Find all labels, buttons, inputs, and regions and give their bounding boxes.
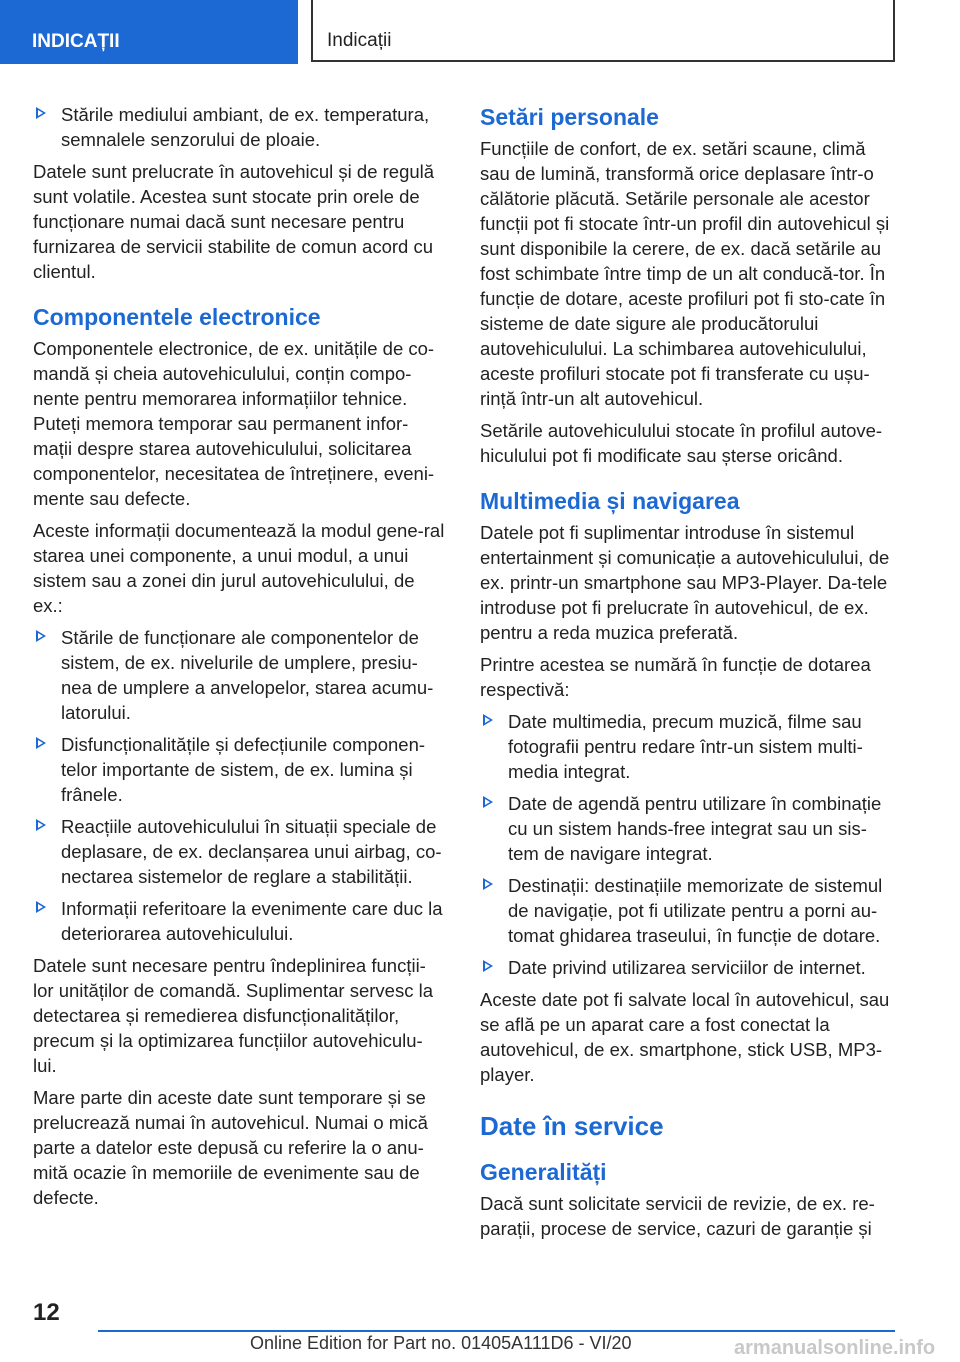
bullet-arrow-icon xyxy=(483,714,493,726)
paragraph: Datele pot fi suplimentar introduse în sistemul entertainment și comunicație a autovehiculului, de ex. printr-un smartphone sau MP3-Player. Da-tele introduse pot fi prelucrate în autovehicul, de ex. pentru a reda muzica preferată. xyxy=(480,522,890,643)
list-item: Destinații: destinațiile memorizate de sistemul de navigație, pot fi utilizate pentru a porni au-tomat ghidarea traseului, în funcție de dotare. xyxy=(480,873,895,948)
heading-personal-settings: Setări personale xyxy=(480,104,659,130)
list-item: Informații referitoare la evenimente care duc la deteriorarea autovehiculului. xyxy=(33,896,446,946)
list-item: Date multimedia, precum muzică, filme sau fotografii pentru redare într-un sistem multi-media integrat. xyxy=(480,709,895,784)
heading-components: Componentele electronice xyxy=(33,304,321,330)
list-item: Stările mediului ambiant, de ex. temperatura, semnalele senzorului de ploaie. xyxy=(33,102,446,152)
section-title: Indicații xyxy=(311,0,895,62)
bullet-arrow-icon xyxy=(36,819,46,831)
paragraph: Aceste date pot fi salvate local în autovehicul, sau se află pe un aparat care a fost conectat la autovehicul, de ex. smartphone, stick USB, MP3-player. xyxy=(480,989,890,1085)
right-column xyxy=(480,102,895,1248)
bullet-arrow-icon xyxy=(483,878,493,890)
list-item: Reacțiile autovehiculului în situații speciale de deplasare, de ex. declanșarea unui airbag, co-nectarea sistemelor de reglare a stabilității. xyxy=(33,814,446,889)
paragraph: Setările autovehiculului stocate în profilul autove-hiculului pot fi modificate sau șterse oricând. xyxy=(480,420,883,466)
edition-footer: Online Edition for Part no. 01405A111D6 - VI/20 xyxy=(250,1333,632,1353)
list-item: Date privind utilizarea serviciilor de internet. xyxy=(480,955,895,980)
heading-multimedia: Multimedia și navigarea xyxy=(480,488,740,514)
paragraph: Aceste informații documentează la modul gene-ral starea unei componente, a unui modul, a unui sistem sau a zonei din jurul autovehiculului, de ex.: xyxy=(33,520,445,616)
paragraph: Dacă sunt solicitate servicii de revizie, de ex. re-parații, procese de service, cazuri de garanție și xyxy=(480,1193,875,1239)
heading-service-data: Date în service xyxy=(480,1111,664,1141)
watermark: armanualsonline.info xyxy=(734,1337,936,1359)
heading-general: Generalități xyxy=(480,1159,607,1185)
section-tab[interactable]: INDICAȚII xyxy=(0,0,298,64)
paragraph: Datele sunt necesare pentru îndeplinirea funcții-lor unităților de comandă. Suplimentar servesc la detectarea și remedierea disfuncționalităților, precum și la optimizarea funcțiilor autovehiculu-lui. xyxy=(33,955,433,1076)
bullet-arrow-icon xyxy=(36,901,46,913)
bullet-arrow-icon xyxy=(36,107,46,119)
paragraph: Funcțiile de confort, de ex. setări scaune, climă sau de lumină, transformă orice deplasare într-o călătorie plăcută. Setările personale ale acestor funcții pot fi stocate într-un profil din autovehicul și sunt disponibile la cerere, de ex. dacă setările au fost schimbate între timp de un alt conducă-tor. În funcție de dotare, aceste profiluri pot fi sto-cate în sisteme de date sigure ale producătorului autovehiculului. La schimbarea autovehiculului, aceste profiluri stocate pot fi transferate cu ușu-rință într-un alt autovehicul. xyxy=(480,138,890,409)
footer-divider xyxy=(98,1330,895,1332)
page-number: 12 xyxy=(33,1299,60,1326)
paragraph: Datele sunt prelucrate în autovehicul și de regulă sunt volatile. Acestea sunt stocate prin orele de funcționare numai dacă sunt necesare pentru furnizarea de servicii stabilite de comun acord cu clientul. xyxy=(33,161,435,282)
list-item: Date de agendă pentru utilizare în combinație cu un sistem hands-free integrat sau un sis-tem de navigare integrat. xyxy=(480,791,895,866)
bullet-arrow-icon xyxy=(483,960,493,972)
paragraph: Componentele electronice, de ex. unitățile de co-mandă și cheia autovehiculului, conțin compo-nente pentru memorarea informațiilor tehnice. Puteți memora temporar sau permanent infor-mații despre starea autovehiculului, solicitarea componentelor, necesitatea de întreținere, eveni-mente sau defecte. xyxy=(33,338,435,509)
left-column xyxy=(33,102,446,1217)
bullet-arrow-icon xyxy=(483,796,493,808)
list-item: Disfuncționalitățile și defecțiunile componen-telor importante de sistem, de ex. lumina și frânele. xyxy=(33,732,446,807)
bullet-arrow-icon xyxy=(36,630,46,642)
paragraph: Mare parte din aceste date sunt temporare și se prelucrează numai în autovehicul. Numai o mică parte a datelor este depusă cu referire la o anu-mită ocazie în memoriile de evenimente sau de defecte. xyxy=(33,1087,428,1208)
list-item: Stările de funcționare ale componentelor de sistem, de ex. nivelurile de umplere, presiu-nea de umplere a anvelopelor, starea acumu-latorului. xyxy=(33,625,446,725)
bullet-arrow-icon xyxy=(36,737,46,749)
paragraph: Printre acestea se numără în funcție de dotarea respectivă: xyxy=(480,654,871,700)
